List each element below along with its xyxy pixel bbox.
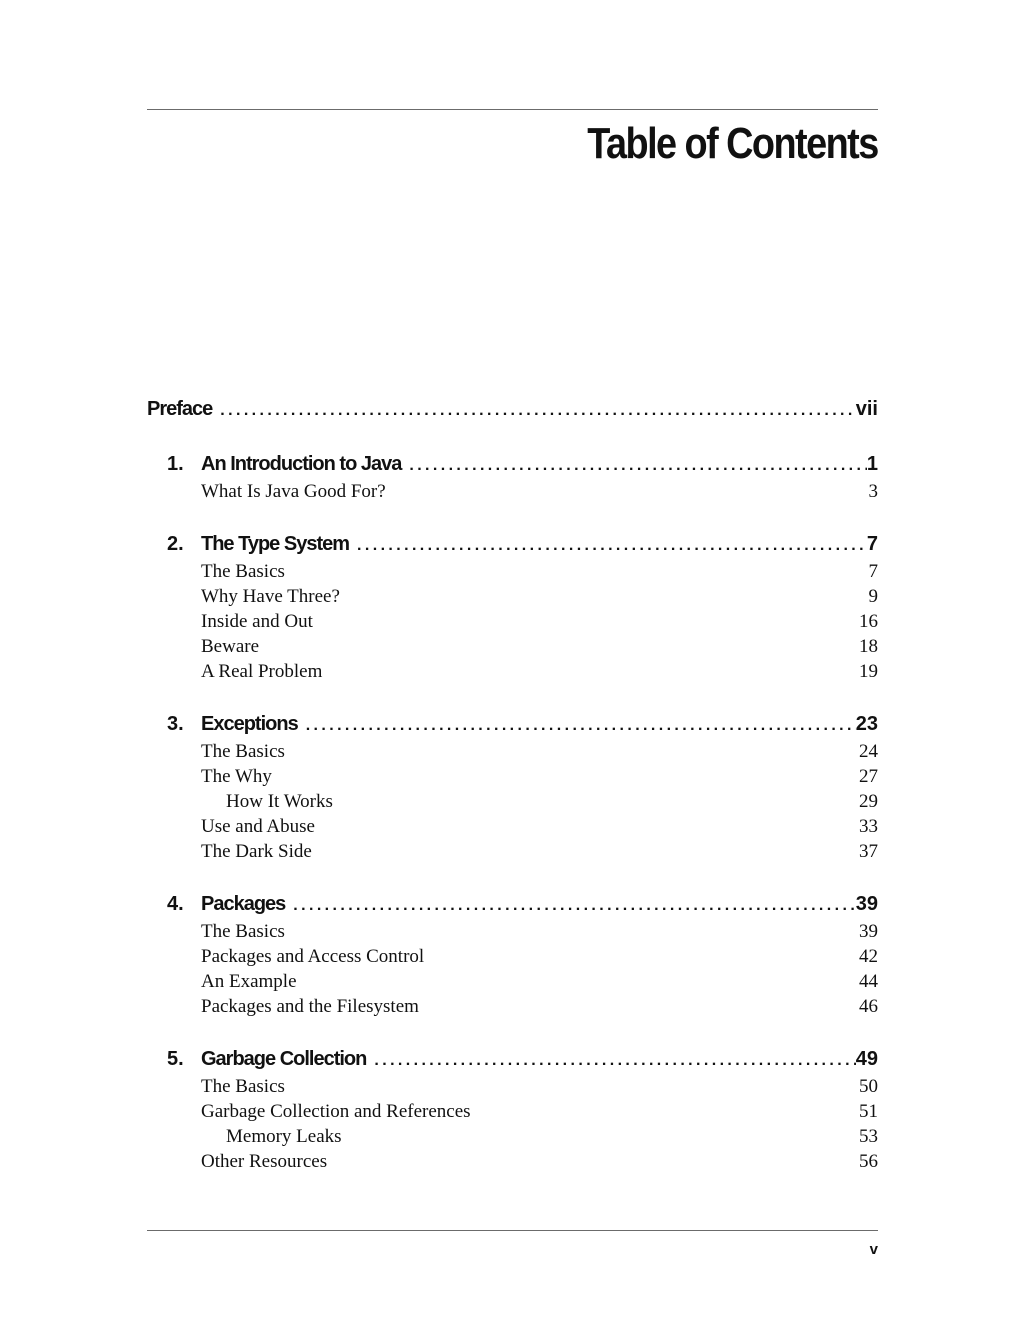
section-page-number: 46 — [859, 996, 878, 1017]
chapter-title: Exceptions — [201, 713, 298, 735]
toc-chapter-entry[interactable] — [147, 529, 878, 559]
section-page-number: 16 — [859, 611, 878, 632]
section-title: How It Works — [226, 791, 333, 812]
section-page-number: 50 — [859, 1076, 878, 1097]
toc-section-entry[interactable] — [147, 969, 878, 994]
toc-section-entry[interactable] — [147, 559, 878, 584]
top-rule — [147, 109, 878, 110]
chapter-page-number: 7 — [866, 533, 878, 555]
dot-leader — [298, 711, 856, 741]
preface-title: Preface — [147, 398, 213, 420]
section-title: Why Have Three? — [201, 586, 340, 607]
section-title: A Real Problem — [201, 661, 323, 682]
toc-section-entry[interactable] — [147, 1074, 878, 1099]
dot-leader — [285, 891, 855, 921]
toc-section-entry[interactable] — [147, 1124, 878, 1149]
section-page-number: 29 — [859, 791, 878, 812]
section-title: The Basics — [201, 921, 285, 942]
toc-section-entry[interactable] — [147, 1149, 878, 1174]
chapter-page-number: 23 — [855, 713, 878, 735]
dot-leader — [366, 1046, 855, 1076]
toc-section-entry[interactable] — [147, 479, 878, 504]
section-page-number: 7 — [868, 561, 878, 582]
chapter-block — [147, 709, 878, 864]
section-page-number: 44 — [859, 971, 878, 992]
section-title: Memory Leaks — [226, 1126, 342, 1147]
chapter-number: 4. — [167, 893, 184, 915]
chapter-title: The Type System — [201, 533, 350, 555]
toc-section-entry[interactable] — [147, 944, 878, 969]
chapter-page-number: 1 — [866, 453, 878, 475]
section-page-number: 19 — [859, 661, 878, 682]
toc-chapter-entry[interactable] — [147, 709, 878, 739]
toc-section-entry[interactable] — [147, 659, 878, 684]
section-page-number: 24 — [859, 741, 878, 762]
chapter-title: An Introduction to Java — [201, 453, 402, 475]
toc-section-entry[interactable] — [147, 584, 878, 609]
chapter-block — [147, 449, 878, 504]
section-title: Packages and Access Control — [201, 946, 425, 967]
section-title: Packages and the Filesystem — [201, 996, 419, 1017]
toc-section-entry[interactable] — [147, 789, 878, 814]
chapter-block — [147, 529, 878, 684]
section-title: The Basics — [201, 1076, 285, 1097]
dot-leader — [401, 451, 867, 481]
section-page-number: 3 — [868, 481, 878, 502]
section-title: An Example — [201, 971, 297, 992]
chapter-page-number: 39 — [855, 893, 878, 915]
section-page-number: 56 — [859, 1151, 878, 1172]
toc-section-entry[interactable] — [147, 814, 878, 839]
toc-section-entry[interactable] — [147, 919, 878, 944]
dot-leader — [349, 531, 867, 561]
chapter-block — [147, 889, 878, 1019]
toc-section-entry[interactable] — [147, 839, 878, 864]
section-title: Beware — [201, 636, 260, 657]
dot-leader — [212, 396, 855, 426]
section-page-number: 51 — [859, 1101, 878, 1122]
section-page-number: 18 — [859, 636, 878, 657]
section-page-number: 27 — [859, 766, 878, 787]
chapter-page-number: 49 — [855, 1048, 878, 1070]
bottom-rule — [147, 1230, 878, 1231]
section-title: Use and Abuse — [201, 816, 315, 837]
preface-page-number: vii — [855, 398, 878, 420]
chapter-title: Garbage Collection — [201, 1048, 367, 1070]
section-page-number: 42 — [859, 946, 878, 967]
toc-section-entry[interactable] — [147, 764, 878, 789]
section-page-number: 33 — [859, 816, 878, 837]
toc-chapter-entry[interactable] — [147, 449, 878, 479]
section-page-number: 9 — [868, 586, 878, 607]
chapter-title: Packages — [201, 893, 286, 915]
section-page-number: 39 — [859, 921, 878, 942]
table-of-contents — [147, 394, 878, 1199]
folio-page-number: v — [869, 1241, 878, 1258]
section-title: What Is Java Good For? — [201, 481, 386, 502]
toc-section-entry[interactable] — [147, 739, 878, 764]
section-title: Inside and Out — [201, 611, 313, 632]
toc-section-entry[interactable] — [147, 1099, 878, 1124]
toc-section-entry[interactable] — [147, 994, 878, 1019]
section-title: The Basics — [201, 561, 285, 582]
section-title: The Basics — [201, 741, 285, 762]
chapter-number: 2. — [167, 533, 184, 555]
chapter-block — [147, 1044, 878, 1174]
toc-section-entry[interactable] — [147, 609, 878, 634]
chapter-number: 3. — [167, 713, 184, 735]
toc-chapter-entry[interactable] — [147, 889, 878, 919]
chapter-list — [147, 449, 878, 1174]
section-page-number: 37 — [859, 841, 878, 862]
section-title: Garbage Collection and References — [201, 1101, 471, 1122]
section-page-number: 53 — [859, 1126, 878, 1147]
toc-section-entry[interactable] — [147, 634, 878, 659]
toc-chapter-entry[interactable] — [147, 1044, 878, 1074]
page-title: Table of Contents — [587, 119, 878, 168]
section-title: The Why — [201, 766, 272, 787]
toc-preface-entry[interactable] — [147, 394, 878, 424]
chapter-number: 5. — [167, 1048, 184, 1070]
chapter-number: 1. — [167, 453, 184, 475]
section-title: Other Resources — [201, 1151, 328, 1172]
section-title: The Dark Side — [201, 841, 312, 862]
